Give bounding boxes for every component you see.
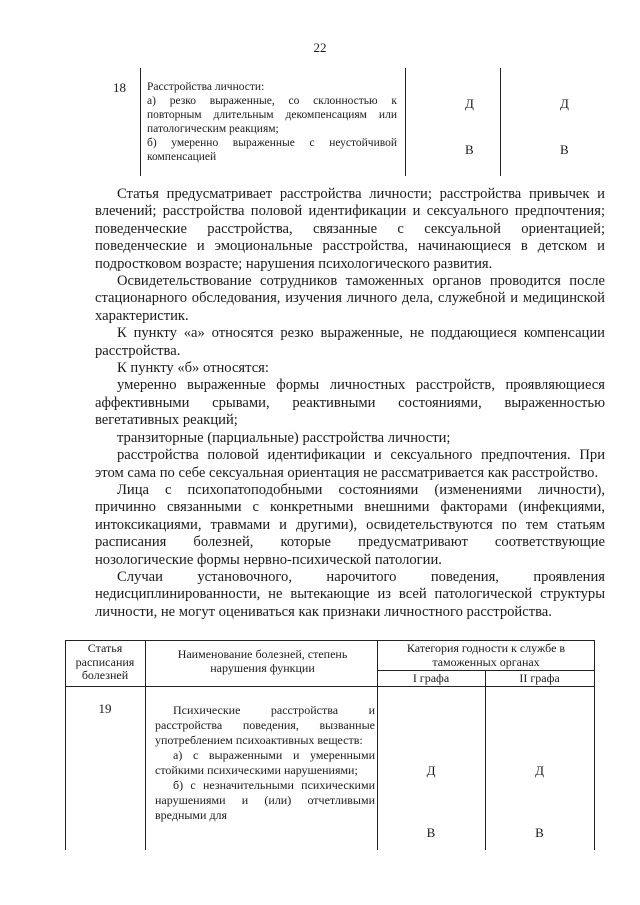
table-border [145, 640, 146, 850]
paragraph: К пункту «б» относятся: [117, 360, 269, 377]
article-title: Расстройства личности: [147, 81, 265, 93]
grade-a-col2: Д [560, 96, 569, 111]
article-description [155, 703, 375, 823]
column-divider [140, 68, 141, 176]
grade-b-col2: В [560, 142, 569, 157]
column-divider [500, 68, 501, 176]
grade-b-col2: В [535, 825, 544, 840]
grade-a-col1: Д [426, 763, 436, 778]
paragraph: Лица с психопатоподобными состояниями (изменениями личности), причинно связанными с конкретными внешними факторами (инфекциями, интоксикациями, травмами и другими), освидетельствуются по тем статьям расписания болезней, которые предусматривают соответствующие нозологические формы нервно-психической патологии. [95, 481, 605, 568]
table-border [485, 670, 486, 850]
paragraph: Освидетельствование сотрудников таможенных органов проводится после стационарного обследования, изучения личного дела, служебной и медицинской характеристик. [95, 273, 605, 324]
table-border [594, 640, 595, 850]
table-article-19 [65, 640, 595, 850]
column-divider [405, 68, 406, 176]
article-item-b: б) с незначительными психическими нарушениями и (или) отчетливыми вредными для [155, 778, 375, 822]
article-number: 19 [98, 701, 112, 716]
header-name: Наименование болезней, степень нарушения функции [177, 647, 348, 675]
paragraph: умеренно выраженные формы личностных расстройств, проявляющиеся аффективными срывами, реактивными состояниями, выраженностью вегетативных реакций; [95, 377, 605, 429]
grade-a-col1: Д [465, 96, 474, 111]
article-intro: Психические расстройства и расстройства поведения, вызванные употреблением психоактивных веществ: [155, 703, 375, 747]
paragraph: транзиторные (парциальные) расстройства личности; [117, 429, 451, 446]
article-item-a: а) с выраженными и умеренными стойкими психическими нарушениями; [155, 748, 375, 777]
grade-b-col1: В [426, 825, 436, 840]
page-number: 22 [313, 40, 327, 55]
header-column-2: II графа [519, 671, 560, 685]
table-border [65, 640, 66, 850]
article-item-a: а) резко выраженные, со склонностью к повторным длительным декомпенсациям или патологическим реакциям; [147, 95, 397, 135]
article-item-b: б) умеренно выраженные с неустойчивой компенсацией [147, 137, 397, 163]
paragraph: Статья предусматривает расстройства личности; расстройства привычек и влечений; расстройства половой идентификации и сексуального предпочтения; поведенческие расстройства, связанные с сексуальной ориентацией; поведенческие и эмоциональные расстройства, начинающиеся в детском и подростковом возрасте; нарушения психологического развития. [95, 186, 605, 272]
paragraph: К пункту «а» относятся резко выраженные, не поддающиеся компенсации расстройства. [95, 325, 605, 359]
article-description [147, 80, 397, 164]
header-category: Категория годности к службе в таможенных органах [406, 641, 566, 669]
grade-a-col2: Д [535, 763, 544, 778]
table-article-18 [95, 68, 595, 176]
paragraph: расстройства половой идентификации и сексуального предпочтения. При этом сама по себе сексуальная ориентация не рассматривается как расстройство. [95, 447, 605, 481]
header-column-1: I графа [412, 671, 450, 685]
header-article: Статья расписания болезней [75, 641, 135, 682]
paragraph: Случаи установочного, нарочитого поведения, проявления недисциплинированности, не вытекающие из всей патологической структуры личности, не могут оцениваться как признаки личностного расстройства. [95, 568, 605, 620]
body-text [95, 186, 605, 621]
table-border [377, 640, 378, 850]
table-border [377, 670, 595, 671]
article-number: 18 [113, 80, 126, 95]
grade-b-col1: В [465, 142, 474, 157]
